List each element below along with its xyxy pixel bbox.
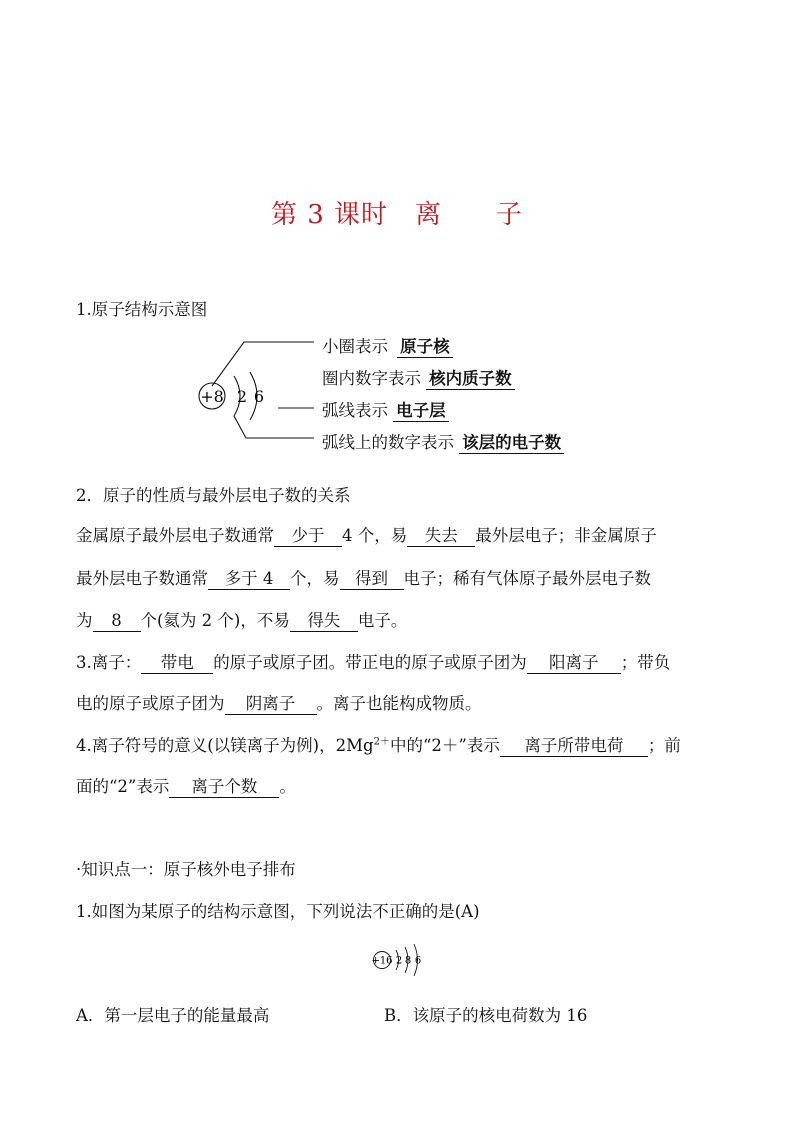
atom-structure-diagram — [190, 330, 320, 450]
blank-lose: 失去 — [407, 527, 475, 547]
section3-line1: 3.离子： 带电 的原子或原子团。带正电的原子或原子团为 阳离子 ；带负 — [76, 653, 671, 672]
diagram-label-3: 弧线表示 电子层 — [322, 397, 449, 422]
blank-ion-charge: 离子所带电荷 — [500, 737, 648, 757]
shell1-count: 2 — [236, 387, 248, 406]
answer-electron-shell: 电子层 — [393, 401, 449, 422]
section1-heading: 1.原子结构示意图 — [76, 300, 208, 319]
answer-nucleus: 原子核 — [397, 337, 453, 358]
option-b: B．该原子的核电荷数为 16 — [384, 1006, 588, 1025]
section2-line3: 为 8 个(氦为 2 个)，不易 得失 电子。 — [76, 611, 408, 630]
sulfur-shell2: 8 — [404, 955, 412, 967]
question-1: 1.如图为某原子的结构示意图，下列说法不正确的是(A) — [76, 902, 480, 921]
section3-line2: 电的原子或原子团为 阴离子 。离子也能构成物质。 — [76, 694, 482, 713]
charge-superscript: 2＋ — [373, 736, 390, 748]
diagram-label-1: 小圈表示 原子核 — [322, 333, 453, 358]
shell2-count: 6 — [253, 387, 265, 406]
answer-proton-count: 核内质子数 — [426, 369, 515, 390]
blank-less-than: 少于 — [274, 527, 342, 547]
option-a: A．第一层电子的能量最高 — [76, 1006, 270, 1025]
knowledge-point-heading: ·知识点一：原子核外电子排布 — [76, 860, 296, 879]
blank-cation: 阳离子 — [527, 654, 621, 674]
answer-shell-electrons: 该层的电子数 — [459, 433, 564, 454]
section4-line2: 面的“2”表示 离子个数 。 — [76, 777, 296, 796]
blank-eight: 8 — [93, 612, 141, 632]
blank-gain: 得到 — [340, 570, 404, 590]
sulfur-nucleus-label: +16 — [371, 955, 393, 967]
blank-gain-lose: 得失 — [290, 612, 358, 632]
section2-line2: 最外层电子数通常 多于 4 个，易 得到 电子；稀有气体原子最外层电子数 — [76, 569, 651, 588]
sulfur-atom-diagram — [368, 940, 428, 980]
blank-charged: 带电 — [141, 654, 213, 674]
section4-line1: 4.离子符号的意义(以镁离子为例)，$2Mg^{2+}$中的“2＋”表示 离子所带电荷 ；前 — [76, 736, 681, 755]
blank-more-than: 多于 4 — [208, 570, 290, 590]
nucleus-label: +8 — [200, 387, 224, 406]
blank-anion: 阴离子 — [225, 695, 317, 715]
sulfur-shell1: 2 — [395, 955, 403, 967]
page-title: 第 3 课时 离 子 — [270, 200, 524, 230]
section2-line1: 金属原子最外层电子数通常 少于 4 个，易 失去 最外层电子；非金属原子 — [76, 526, 657, 545]
sulfur-shell3: 6 — [414, 955, 422, 967]
blank-ion-count: 离子个数 — [169, 778, 279, 798]
diagram-label-4: 弧线上的数字表示 该层的电子数 — [322, 429, 564, 454]
diagram-label-2: 圈内数字表示 核内质子数 — [322, 365, 515, 390]
section2-heading: 2．原子的性质与最外层电子数的关系 — [76, 486, 351, 505]
